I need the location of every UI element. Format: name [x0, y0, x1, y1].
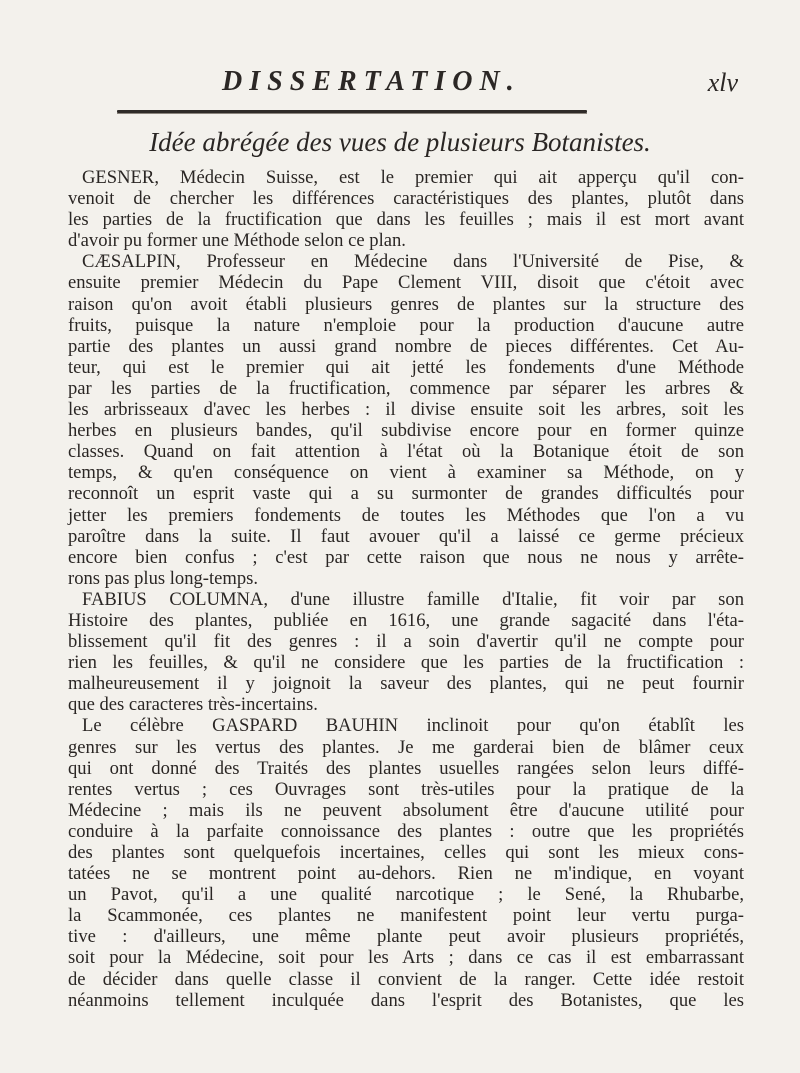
text-line: malheureusement il y joignoit la saveur des plantes, qui ne peut fournir: [68, 673, 744, 695]
text-line: rentes vertus ; ces Ouvrages sont très-utiles pour la pratique de la: [68, 778, 744, 800]
text-line: temps, & qu'en conséquence on vient à examiner sa Méthode, on y: [68, 462, 744, 484]
text-line: classes. Quand on fait attention à l'état où la Botanique étoit de son: [68, 441, 744, 463]
text-line: de décider dans quelle classe il convient de la ranger. Cette idée restoit: [68, 968, 744, 990]
header-rule-thin: [117, 113, 587, 114]
text-line: paroître dans la suite. Il faut avouer qu'il a laissé ce germe précieux: [68, 525, 744, 547]
running-head-title: DISSERTATION.: [222, 66, 521, 97]
text-line: conduire à la parfaite connoissance des plantes : outre que les propriétés: [68, 820, 744, 842]
text-line: la Scammonée, ces plantes ne manifestent point leur vertu purga-: [68, 905, 744, 927]
text-line: Le célèbre GASPARD BAUHIN inclinoit pour qu'on établît les: [82, 715, 744, 737]
text-line: des plantes sont quelquefois incertaines, celles qui sont les mieux cons-: [68, 842, 744, 863]
text-line: teur, qui est le premier qui ait jetté les fondements d'une Méthode: [68, 356, 744, 378]
text-line: blissement qu'il fit des genres : il a soin d'avertir qu'il ne compte pour: [68, 631, 744, 653]
text-line: CÆSALPIN, Professeur en Médecine dans l'Université de Pise, &: [82, 251, 744, 273]
section-title: Idée abrégée des vues de plusieurs Botanistes.: [149, 127, 651, 157]
text-line: que des caracteres très-incertains.: [68, 694, 318, 716]
text-line: qui ont donné des Traités des plantes usuelles rangées selon leurs diffé-: [68, 757, 744, 779]
text-line: rien les feuilles, & qu'il ne considere que les parties de la fructification :: [68, 652, 744, 674]
text-line: tatées ne se montrent point au-dehors. Rien ne m'indique, en voyant: [68, 863, 744, 885]
text-line: soit pour la Médecine, soit pour les Arts ; dans ce cas il est embarrassant: [68, 947, 744, 969]
text-line: d'avoir pu former une Méthode selon ce plan.: [68, 230, 406, 252]
text-line: venoit de chercher les différences caractéristiques des plantes, plutôt dans: [68, 188, 744, 210]
text-line: fruits, puisque la nature n'emploie pour la production d'aucune autre: [68, 314, 744, 336]
text-line: genres sur les vertus des plantes. Je me garderai bien de blâmer ceux: [68, 736, 744, 758]
text-line: tive : d'ailleurs, une même plante peut avoir plusieurs propriétés,: [68, 926, 744, 948]
page-number: xlv: [707, 68, 738, 97]
text-line: FABIUS COLUMNA, d'une illustre famille d'Italie, fit voir par son: [82, 588, 744, 610]
text-line: raison qu'on avoit établi plusieurs genres de plantes sur la structure des: [68, 293, 744, 315]
text-line: encore bien confus ; c'est par cette raison que nous ne nous y arrête-: [68, 546, 744, 568]
text-line: rons pas plus long-temps.: [68, 567, 259, 589]
text-line: par les parties de la fructification, commence par séparer les arbres &: [68, 377, 744, 399]
text-line: néanmoins tellement inculquée dans l'esprit des Botanistes, que les: [68, 989, 744, 1011]
running-head: [0, 50, 800, 106]
text-line: partie des plantes un aussi grand nombre de pieces différentes. Cet Au-: [68, 335, 744, 357]
text-line: les parties de la fructification que dans les feuilles ; mais il est mort avant: [68, 209, 744, 231]
text-line: herbes en plusieurs bandes, qu'il subdivise encore pour en former quinze: [68, 420, 744, 442]
text-line: un Pavot, qu'il a une qualité narcotique ; le Sené, la Rhubarbe,: [68, 884, 744, 906]
text-line: les arbrisseaux d'avec les herbes : il divise ensuite soit les arbres, soit les: [68, 399, 744, 421]
text-line: jetter les premiers fondements de toutes les Méthodes que l'on a vu: [68, 504, 744, 526]
text-line: Médecine ; mais ils ne peuvent absolument être d'aucune utilité pour: [68, 799, 744, 821]
text-line: ensuite premier Médecin du Pape Clement VIII, disoit que c'étoit avec: [68, 272, 744, 294]
body-text: [68, 167, 744, 1011]
text-line: GESNER, Médecin Suisse, est le premier qui ait apperçu qu'il con-: [82, 167, 744, 188]
text-line: Histoire des plantes, publiée en 1616, une grande sagacité dans l'éta-: [68, 609, 744, 631]
text-line: reconnoît un esprit vaste qui a su surmonter de grandes difficultés pour: [68, 483, 744, 505]
